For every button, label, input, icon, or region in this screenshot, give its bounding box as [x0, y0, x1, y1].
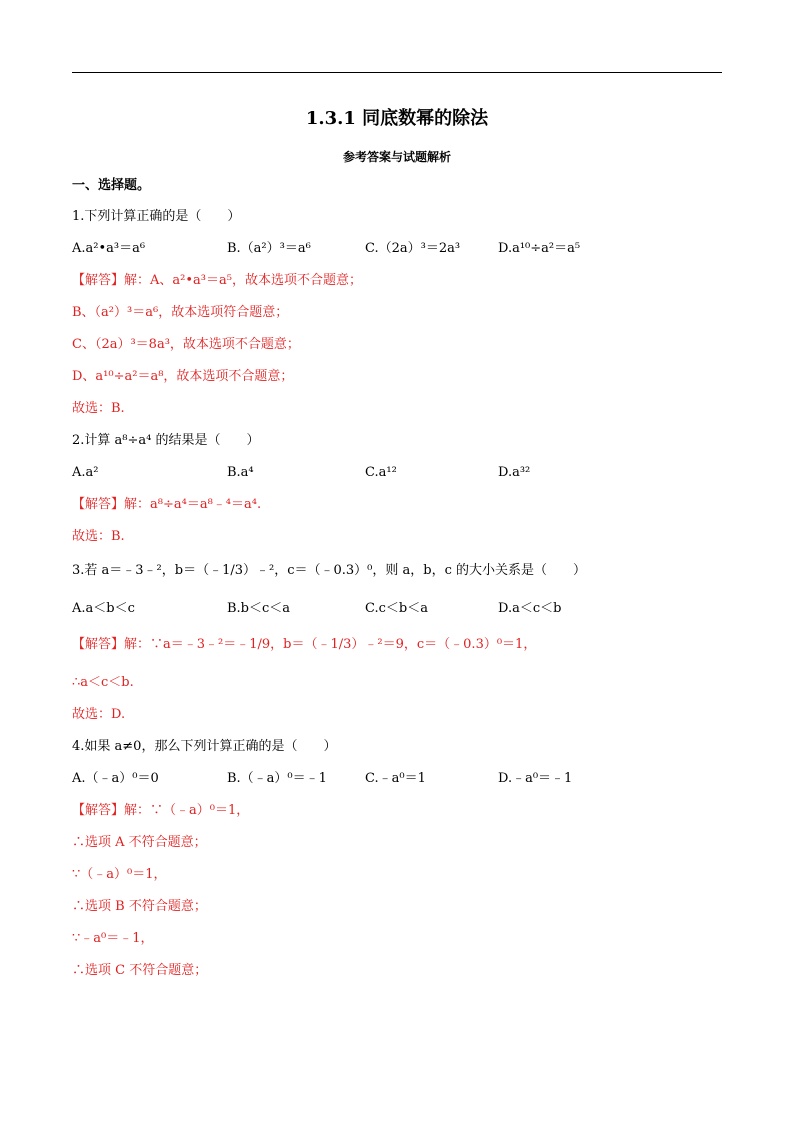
page-subtitle: 参考答案与试题解析: [342, 150, 451, 164]
q2-option-a: A.a²: [72, 465, 99, 480]
q1-answer-choice: 故选：B.: [72, 401, 125, 416]
q3-option-b: B.b＜c＜a: [227, 601, 291, 616]
q4-answer-line-5: ∵﹣a⁰＝﹣1，: [72, 931, 154, 946]
q1-answer-line-2: B、（a²）³＝a⁶，故本选项符合题意；: [72, 305, 289, 320]
q4-option-b: B.（﹣a）⁰＝﹣1: [227, 771, 327, 786]
q3-answer-choice: 故选：D.: [72, 707, 126, 722]
q2-answer-choice: 故选：B.: [72, 529, 125, 544]
q2-option-c: C.a¹²: [365, 465, 397, 480]
q3-stem: 3.若 a＝﹣3﹣²，b＝（﹣1/3）﹣²，c＝（﹣0.3）⁰，则 a，b，c 的大小关系是（ ）: [72, 563, 587, 578]
q1-stem: 1.下列计算正确的是（ ）: [72, 209, 241, 224]
q3-option-a: A.a＜b＜c: [72, 601, 135, 616]
q1-answer-line-4: D、a¹⁰÷a²＝a⁸，故本选项不合题意；: [72, 369, 294, 384]
q3-option-d: D.a＜c＜b: [498, 601, 562, 616]
q2-answer-line-1: 【解答】解：a⁸÷a⁴＝a⁸﹣⁴＝a⁴.: [72, 497, 262, 512]
q4-option-c: C.﹣a⁰＝1: [365, 771, 426, 786]
q1-option-b: B.（a²）³＝a⁶: [227, 241, 311, 256]
q2-stem: 2.计算 a⁸÷a⁴ 的结果是（ ）: [72, 433, 260, 448]
header-rule: [72, 72, 722, 73]
q2-option-d: D.a³²: [498, 465, 531, 480]
q3-answer-line-1: 【解答】解：∵a＝﹣3﹣²＝﹣1/9，b＝（﹣1/3）﹣²＝9，c＝（﹣0.3）⁰＝1，: [72, 637, 537, 652]
q4-answer-line-4: ∴选项 B 不符合题意；: [72, 899, 207, 914]
q3-answer-line-2: ∴a＜c＜b.: [72, 675, 134, 690]
q4-option-d: D.﹣a⁰＝﹣1: [498, 771, 573, 786]
q2-option-b: B.a⁴: [227, 465, 254, 480]
q4-option-a: A.（﹣a）⁰＝0: [72, 771, 159, 786]
q4-answer-line-2: ∴选项 A 不符合题意；: [72, 835, 207, 850]
section-heading: 一、选择题。: [72, 178, 151, 193]
q4-answer-line-3: ∵（﹣a）⁰＝1，: [72, 867, 167, 882]
q1-option-a: A.a²•a³＝a⁶: [72, 241, 146, 256]
page-title: 1.3.1 同底数幂的除法: [305, 108, 489, 129]
q1-answer-line-3: C、（2a）³＝8a³，故本选项不合题意；: [72, 337, 300, 352]
q1-option-c: C.（2a）³＝2a³: [365, 241, 461, 256]
q3-option-c: C.c＜b＜a: [365, 601, 428, 616]
q1-option-d: D.a¹⁰÷a²＝a⁵: [498, 241, 581, 256]
q4-stem: 4.如果 a≠0，那么下列计算正确的是（ ）: [72, 739, 337, 754]
q4-answer-line-6: ∴选项 C 不符合题意；: [72, 963, 208, 978]
q4-answer-line-1: 【解答】解：∵（﹣a）⁰＝1，: [72, 803, 250, 818]
q1-answer-line-1: 【解答】解：A、a²•a³＝a⁵，故本选项不合题意；: [72, 273, 362, 288]
